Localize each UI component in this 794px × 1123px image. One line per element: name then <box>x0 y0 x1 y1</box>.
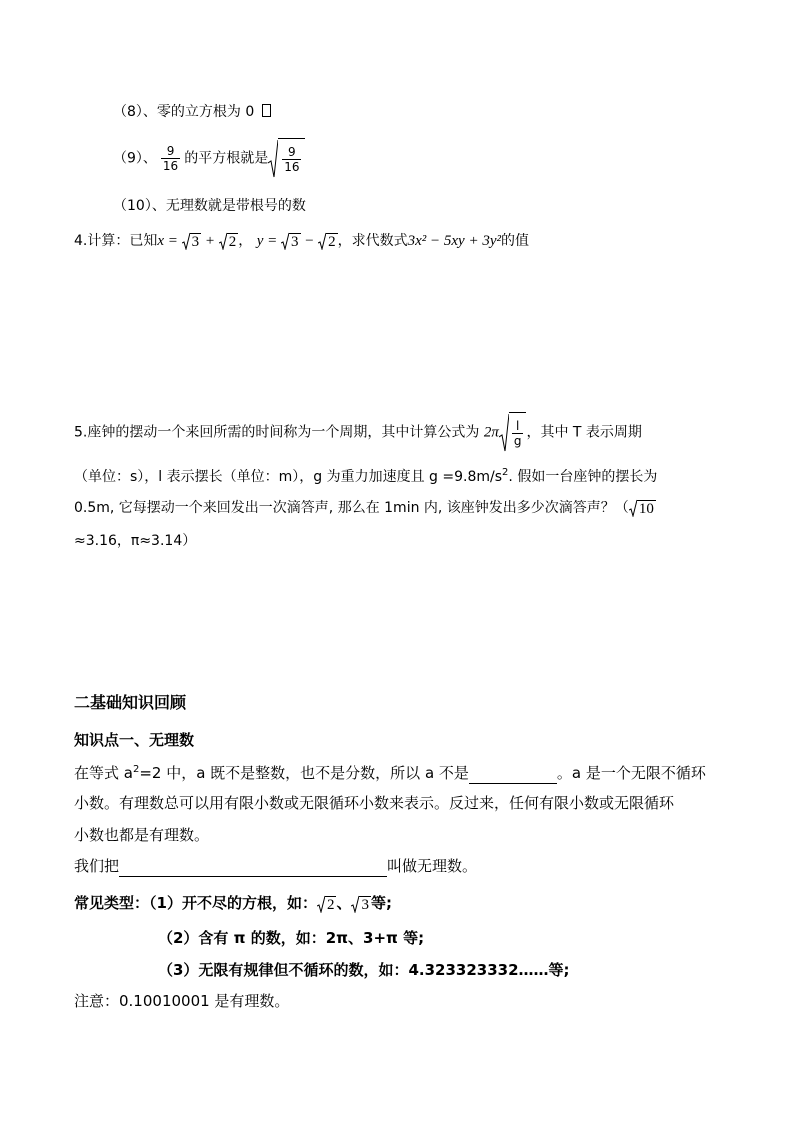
q5-line3-root: 10 <box>638 500 654 517</box>
q4-expression: 3x² − 5xy + 3y² <box>407 233 501 249</box>
q4-y-lhs: y = <box>256 233 281 249</box>
type1-a: （1）开不尽的方根，如： <box>149 894 317 912</box>
fraction-9-16: $\frac{9}{16}$ <box>162 144 179 173</box>
answer-box[interactable] <box>262 104 271 117</box>
q5-line4: ≈3.16，π≈3.14） <box>74 533 197 549</box>
statement-8-text: （8）、零的立方根为 0 <box>113 104 255 120</box>
kp1-p4-b: 叫做无理数。 <box>387 857 478 875</box>
q5-line2-sup: 2 <box>502 467 509 478</box>
q5-line1-suffix: ，其中 T 表示周期 <box>526 424 642 441</box>
question-4 <box>74 231 529 251</box>
fill-blank-2[interactable] <box>119 858 387 877</box>
radical-sign-icon <box>182 232 190 250</box>
statement-10 <box>113 196 306 216</box>
q4-x-root2: 2 <box>228 233 237 250</box>
type1-root1: 2 <box>326 896 335 913</box>
common-types-3: （3）无限有规律但不循环的数，如：4.323323332……等; <box>158 961 570 979</box>
q4-suffix: 的值 <box>501 233 529 249</box>
kp1-p4-a: 我们把 <box>74 857 120 875</box>
kp1-p1-c: 。a 是一个无限不循环 <box>556 764 706 782</box>
radical-sign-icon <box>629 499 637 517</box>
fill-blank-1[interactable] <box>469 765 557 784</box>
kp1-paragraph-2: 小数。有理数总可以用有限小数或无限循环小数来表示。反过来，任何有限小数或无限循环 <box>74 794 675 812</box>
q4-y-minus: − <box>300 233 319 249</box>
kp1-p1-b: =2 中，a 既不是整数，也不是分数，所以 a 不是 <box>139 764 469 782</box>
section-title: 二基础知识回顾 <box>74 693 187 712</box>
statement-8 <box>113 102 271 122</box>
q4-x-root1: 3 <box>191 233 200 250</box>
type1-root2: 3 <box>361 896 369 913</box>
q4-y-root2: 2 <box>328 233 336 250</box>
question-5-line-2 <box>74 463 657 487</box>
type1-b: 等; <box>370 894 392 912</box>
question-5-line-3 <box>74 498 656 518</box>
question-5-line-4 <box>74 531 196 551</box>
radical-sign-icon <box>351 895 359 913</box>
statement-9-middle: 的平方根就是 <box>184 150 269 167</box>
statement-9 <box>113 138 305 178</box>
q4-sep: ， <box>238 233 253 249</box>
kp1-paragraph-4 <box>74 855 477 877</box>
statement-10-text: （10）、无理数就是带根号的数 <box>113 198 306 214</box>
type1-sep: 、 <box>336 894 352 912</box>
formula-coefficient: 2π <box>483 424 499 441</box>
q5-line2-a: （单位：s），l 表示摆长（单位：m），g 为重力加速度且 g =9.8m/s <box>74 469 503 485</box>
sqrt-fraction: $\frac{9}{16}$ <box>268 138 305 179</box>
formula-sqrt: $\frac{l}{g}$ <box>499 412 527 453</box>
radical-sign-icon <box>281 232 289 250</box>
radical-sign-icon <box>318 232 326 250</box>
common-types-1 <box>74 892 392 915</box>
q4-x-plus: + <box>201 233 219 249</box>
q4-mid: ，求代数式 <box>337 233 408 249</box>
q4-prefix: 4.计算：已知 <box>74 233 158 249</box>
q4-y-root1: 3 <box>291 233 299 250</box>
kp1-paragraph-3: 小数也都是有理数。 <box>74 826 210 844</box>
common-types-2: （2）含有 π 的数，如：2π、3+π 等; <box>158 929 425 947</box>
radical-sign-icon <box>499 413 509 453</box>
kp1-p1-a: 在等式 a <box>74 764 133 782</box>
knowledge-point-1-title: 知识点一、无理数 <box>74 731 195 749</box>
types-label: 常见类型： <box>74 894 150 912</box>
kp1-p1-sup: 2 <box>132 764 140 775</box>
radical-sign-icon <box>268 139 278 179</box>
statement-9-prefix: （9）、 <box>113 150 157 167</box>
q4-x-lhs: x = <box>157 233 182 249</box>
radical-sign-icon <box>219 232 227 250</box>
question-5-line-1 <box>74 412 642 452</box>
q5-line3-prefix: 0.5m, 它每摆动一个来回发出一次滴答声, 那么在 1min 内, 该座钟发出多少次滴答声？（ <box>74 500 629 516</box>
radical-sign-icon <box>317 895 325 913</box>
q5-line1-prefix: 5.座钟的摆动一个来回所需的时间称为一个周期，其中计算公式为 <box>74 424 480 441</box>
kp1-note: 注意：0.10010001 是有理数。 <box>74 992 290 1010</box>
kp1-paragraph-1 <box>74 759 706 784</box>
q5-line2-b: . 假如一台座钟的摆长为 <box>508 469 658 485</box>
